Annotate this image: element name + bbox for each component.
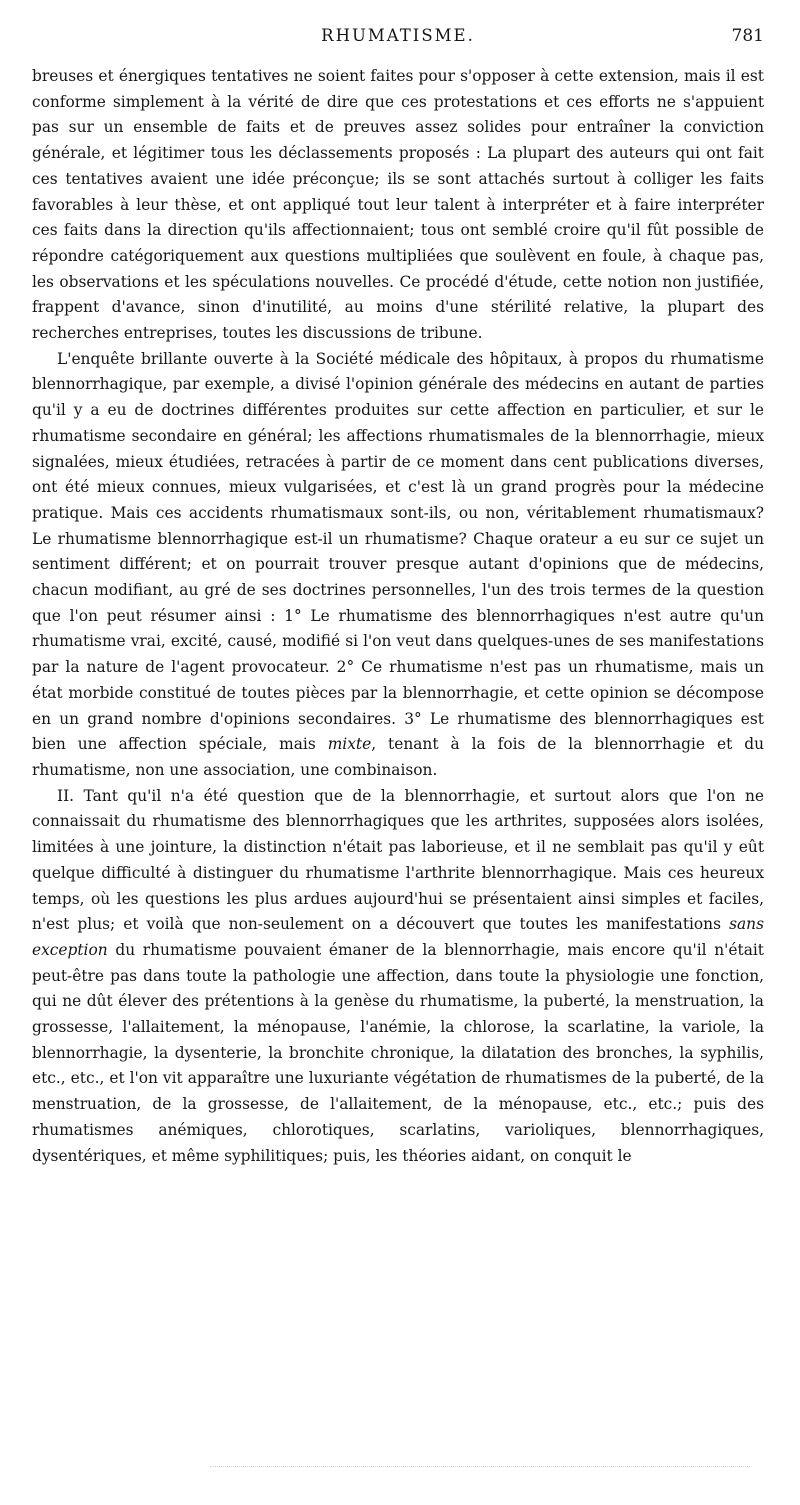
running-title: RHUMATISME. <box>321 26 475 45</box>
scan-specks <box>210 1466 750 1469</box>
paragraph-text: L'enquête brillante ouverte à la Société médicale des hôpitaux, à propos du rhumatisme blennorrhagique, par exemple, a divisé l'opinion générale des médecins en autant de parties qu'il y a eu de doctrines différentes produites sur cette affection en particulier, et sur le rhumatisme secondaire en général; les affections rhumatismales de la blennorrhagie, mieux signalées, mieux étudiées, retracées à partir de ce moment dans cent publications diverses, ont été mieux connues, mieux vulgarisées, et c'est là un grand progrès pour la médecine pratique. Mais ces accidents rhumatismaux sont-ils, ou non, véritablement rhumatismaux? Le rhumatisme blennorrhagique est-il un rhumatisme? Chaque orateur a eu sur ce sujet un sentiment différent; et on pourrait trouver presque autant d'opinions que de médecins, chacun modifiant, au gré de ses doctrines personnelles, l'un des trois termes de la question que l'on peut résumer ainsi : 1° Le rhumatisme des blennorrhagiques n'est autre qu'un rhumatisme vrai, excité, causé, modifié si l'on veut dans quelques-unes de ses manifestations par la nature de l'agent provocateur. 2° Ce rhumatisme n'est pas un rhumatisme, mais un état morbide constitué de toutes pièces par la blennorrhagie, et cette opinion se décompose en un grand nombre d'opinions secondaires. 3° Le rhumatisme des blennorrhagiques est bien une affection spéciale, mais <box>32 349 764 754</box>
page-header <box>32 26 764 56</box>
paragraph-text-after: du rhumatisme pouvaient émaner de la blennorrhagie, mais encore qu'il n'était peut-être pas dans toute la pathologie une affection, dans toute la physiologie une fonction, qui ne dût élever des prétentions à la genèse du rhumatisme, la puberté, la menstruation, la grossesse, l'allaitement, la ménopause, l'anémie, la chlorose, la scarlatine, la variole, la blennorrhagie, la dysenterie, la bronchite chronique, la dilatation des bronches, la syphilis, etc., etc., et l'on vit apparaître une luxuriante végétation de rhumatismes de la puberté, de la menstruation, de la grossesse, de l'allaitement, de la ménopause, etc., etc.; puis des rhumatismes anémiques, chlorotiques, scarlatins, varioliques, blennorrhagiques, dysentériques, et même syphilitiques; puis, les théories aidant, on conquit le <box>32 940 764 1165</box>
italic-term: mixte <box>327 735 372 754</box>
paragraph-text: II. Tant qu'il n'a été question que de la blennorrhagie, et surtout alors que l'on ne connaissait du rhumatisme des blennorrhagiques que les arthrites, supposées alors isolées, limitées à une jointure, la distinction n'était pas laborieuse, et il ne semblait pas qu'il y eût quelque difficulté à distinguer du rhumatisme l'arthrite blennorrhagique. Mais ces heureux temps, où les questions les plus ardues aujourd'hui se présentaient ainsi simples et faciles, n'est plus; et voilà que non-seulement on a découvert que toutes les manifestations <box>32 786 764 934</box>
paragraph-continuation <box>32 64 764 347</box>
paragraph-text: breuses et énergiques tentatives ne soient faites pour s'opposer à cette extension, mais il est conforme simplement à la vérité de dire que ces protestations et ces efforts ne s'appuient pas sur un ensemble de faits et de preuves assez solides pour entraîner la conviction générale, et légitimer tous les déclassements proposés : La plupart des auteurs qui ont fait ces tentatives avaient une idée préconçue; ils se sont attachés surtout à colliger les faits favorables à leur thèse, et ont appliqué tout leur talent à interpréter et à faire interpréter ces faits dans la direction qu'ils affectionnaient; tous ont semblé croire qu'il fût possible de répondre catégoriquement aux questions multipliées que soulèvent en foule, à chaque pas, les observations et les spéculations nouvelles. Ce procédé d'étude, cette notion non justifiée, frappent d'avance, sinon d'inutilité, au moins d'une stérilité relative, la plupart des recherches entreprises, toutes les discussions de tribune. <box>32 67 764 343</box>
paragraph-enquete <box>32 347 764 784</box>
paragraph-text-after: , tenant à la fois de la blennorrhagie et du rhumatisme, non une association, une combinaison. <box>32 735 764 779</box>
body-text <box>32 64 764 1169</box>
paragraph-section-ii <box>32 784 764 1170</box>
page-number: 781 <box>731 26 764 46</box>
italic-term: sans exception <box>32 915 764 959</box>
